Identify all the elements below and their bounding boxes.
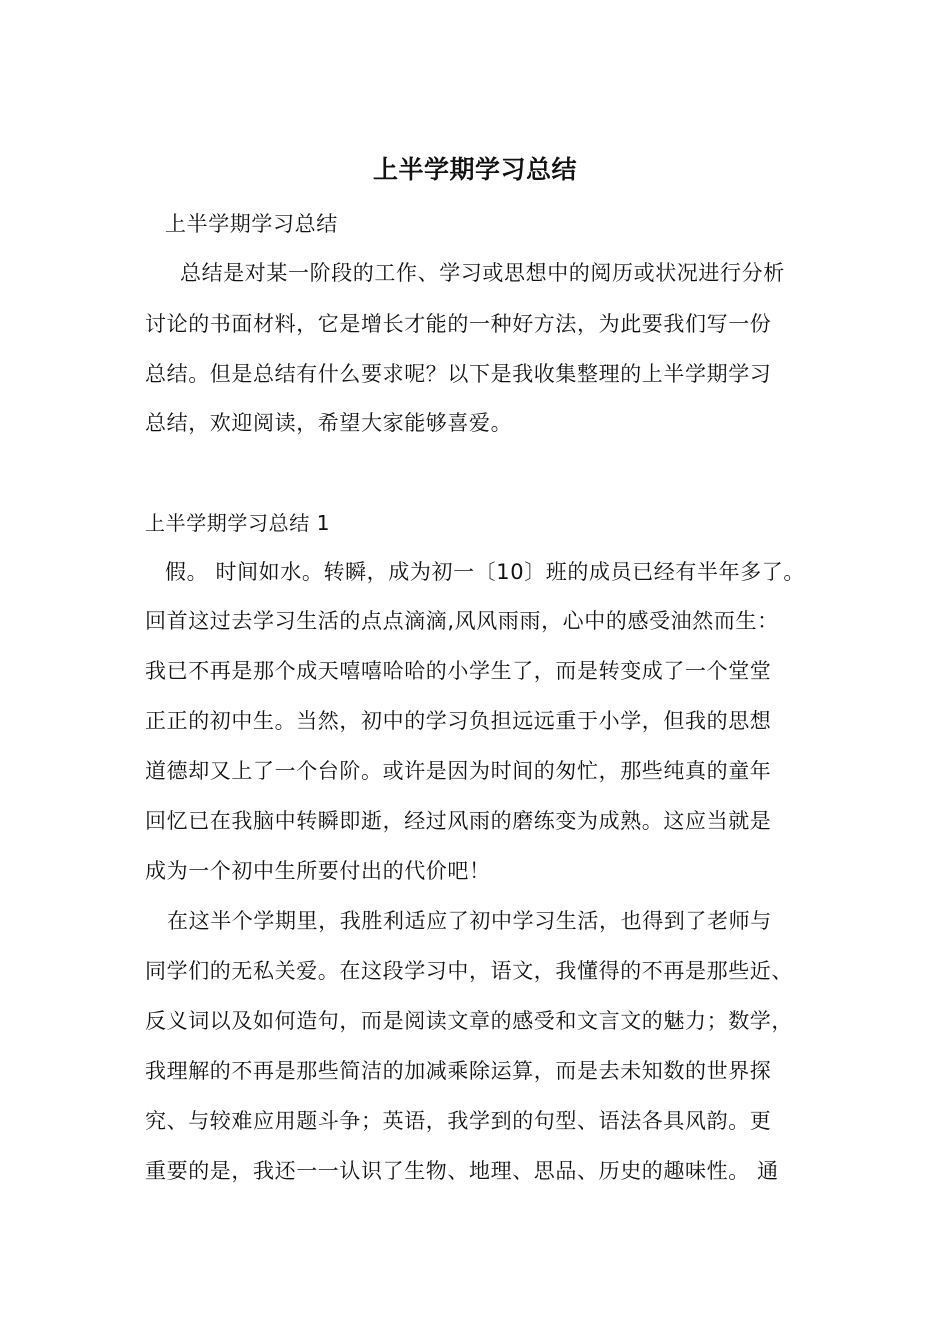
- intro-line-2: 讨论的书面材料，它是增长才能的一种好方法，为此要我们写一份: [145, 312, 772, 336]
- paragraph2-line-2: 同学们的无私关爱。在这段学习中，语文，我懂得的不再是那些近、: [145, 959, 793, 983]
- paragraph2-line-1: 在这半个学期里，我胜利适应了初中学习生活，也得到了老师与: [167, 909, 772, 933]
- paragraph1-line-5: 道德却又上了一个台阶。或许是因为时间的匆忙，那些纯真的童年: [145, 759, 772, 783]
- paragraph2-line-6: 重要的是，我还一一认识了生物、地理、思品、历史的趣味性。 通: [145, 1159, 779, 1183]
- paragraph2-line-3: 反义词以及如何造句，而是阅读文章的感受和文言文的魅力；数学，: [145, 1009, 793, 1033]
- document-title: 上半学期学习总结: [372, 155, 577, 184]
- intro-line-1: 总结是对某一阶段的工作、学习或思想中的阅历或状况进行分析: [180, 261, 785, 285]
- section-heading: 上半学期学习总结 1: [145, 511, 331, 535]
- document-subtitle: 上半学期学习总结: [165, 212, 338, 236]
- intro-line-4: 总结，欢迎阅读，希望大家能够喜爱。: [145, 411, 513, 435]
- paragraph1-line-3: 我已不再是那个成天嘻嘻哈哈的小学生了，而是转变成了一个堂堂: [145, 659, 772, 683]
- paragraph1-line-1: 假。 时间如水。转瞬，成为初一〔10〕班的成员已经有半年多了。: [165, 560, 805, 584]
- intro-line-3: 总结。但是总结有什么要求呢？以下是我收集整理的上半学期学习: [145, 362, 772, 386]
- paragraph1-line-2: 回首这过去学习生活的点点滴滴,风风雨雨，心中的感受油然而生：: [145, 609, 779, 633]
- paragraph1-line-7: 成为一个初中生所要付出的代价吧！: [145, 859, 491, 883]
- paragraph2-line-5: 究、与较难应用题斗争；英语，我学到的句型、语法各具风韵。更: [145, 1109, 772, 1133]
- paragraph1-line-4: 正正的初中生。当然，初中的学习负担远远重于小学，但我的思想: [145, 709, 772, 733]
- paragraph1-line-6: 回忆已在我脑中转瞬即逝，经过风雨的磨练变为成熟。这应当就是: [145, 809, 772, 833]
- paragraph2-line-4: 我理解的不再是那些简洁的加减乘除运算，而是去未知数的世界探: [145, 1059, 772, 1083]
